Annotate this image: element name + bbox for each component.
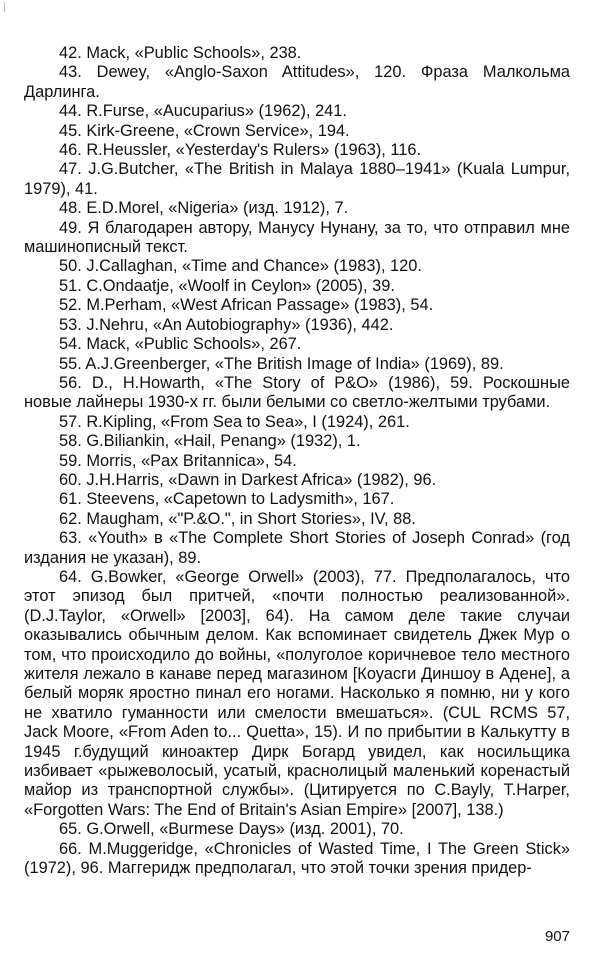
note-64: 64. G.Bowker, «George Orwell» (2003), 77. Предполагалось, что этот эпизод был притчей, «почти полностью реализованной». (D.J.Taylor, «Orwell» [2003], 64). На самом деле такие случаи оказывались обычным делом. Как вспоминает свидетель Джек Мур о том, что происходило до войны, «полуголое коричневое тело местного жителя лежало в канаве перед магазином [Коуасги Диншоу в Адене], а белый моряк яростно пинал его ногами. Насколько я помню, ни у кого не хватило гуманности или смелости вмешаться». (CUL RCMS 57, Jack Moore, «From Aden to... Quetta», 15). И по прибытии в Калькутту в 1945 г.будущий киноактер Дирк Богард увидел, как носильщика избивает «рыжеволосый, усатый, краснолицый маленький коренастый майор из транспортной службы». (Цитируется по C.Bayly, T.Harper, «Forgotten Wars: The End of Britain's Asian Empire» [2007], 138.) — [24, 567, 570, 819]
note-55: 55. A.J.Greenberger, «The British Image of India» (1969), 89. — [59, 354, 504, 373]
note-65: 65. G.Orwell, «Burmese Days» (изд. 2001), 70. — [59, 820, 404, 839]
note-59: 59. Morris, «Pax Britannica», 54. — [59, 451, 297, 470]
notes-list — [24, 44, 570, 878]
note-56: 56. D., H.Howarth, «The Story of P&O» (1986), 59. Роскошные новые лайнеры 1930-х гг. были белыми со светло-желтыми трубами. — [24, 373, 570, 412]
note-47: 47. J.G.Butcher, «The British in Malaya 1880–1941» (Kuala Lumpur, 1979), 41. — [24, 160, 570, 198]
note-58: 58. G.Biliankin, «Hail, Penang» (1932), 1. — [59, 432, 361, 451]
note-63: 63. «Youth» в «The Complete Short Stories of Joseph Conrad» (год издания не указан), 89. — [24, 529, 570, 567]
page-number: 907 — [544, 928, 570, 945]
note-44: 44. R.Furse, «Aucuparius» (1962), 241. — [59, 102, 347, 121]
note-42: 42. Mack, «Public Schools», 238. — [59, 44, 302, 62]
note-62: 62. Maugham, «"P.&O.", in Short Stories», IV, 88. — [59, 509, 416, 528]
note-45: 45. Kirk-Greene, «Crown Service», 194. — [59, 121, 350, 140]
note-60: 60. J.H.Harris, «Dawn in Darkest Africa» (1982), 96. — [59, 470, 437, 489]
scan-corner-mark — [4, 2, 11, 12]
note-51: 51. C.Ondaatje, «Woolf in Ceylon» (2005), 39. — [59, 276, 395, 295]
note-46: 46. R.Heussler, «Yesterday's Rulers» (1963), 116. — [59, 141, 422, 160]
note-48: 48. E.D.Morel, «Nigeria» (изд. 1912), 7. — [59, 199, 349, 218]
note-53: 53. J.Nehru, «An Autobiography» (1936), 442. — [59, 315, 394, 334]
note-66: 66. M.Muggeridge, «Chronicles of Wasted Time, I The Green Stick» (1972), 96. Маггеридж предполагал, что этой точки зрения придер- — [24, 839, 570, 878]
note-43: 43. Dewey, «Anglo-Saxon Attitudes», 120. Фраза Малкольма Дарлинга. — [24, 63, 570, 101]
note-50: 50. J.Callaghan, «Time and Chance» (1983), 120. — [59, 257, 422, 276]
note-49: 49. Я благодарен автору, Манусу Нунану, за то, что отправил мне машинописный текст. — [24, 218, 570, 257]
note-61: 61. Steevens, «Capetown to Ladysmith», 167. — [59, 490, 395, 509]
note-57: 57. R.Kipling, «From Sea to Sea», I (1924), 261. — [59, 412, 410, 431]
note-54: 54. Mack, «Public Schools», 267. — [59, 335, 302, 354]
note-52: 52. M.Perham, «West African Passage» (1983), 54. — [59, 296, 434, 315]
